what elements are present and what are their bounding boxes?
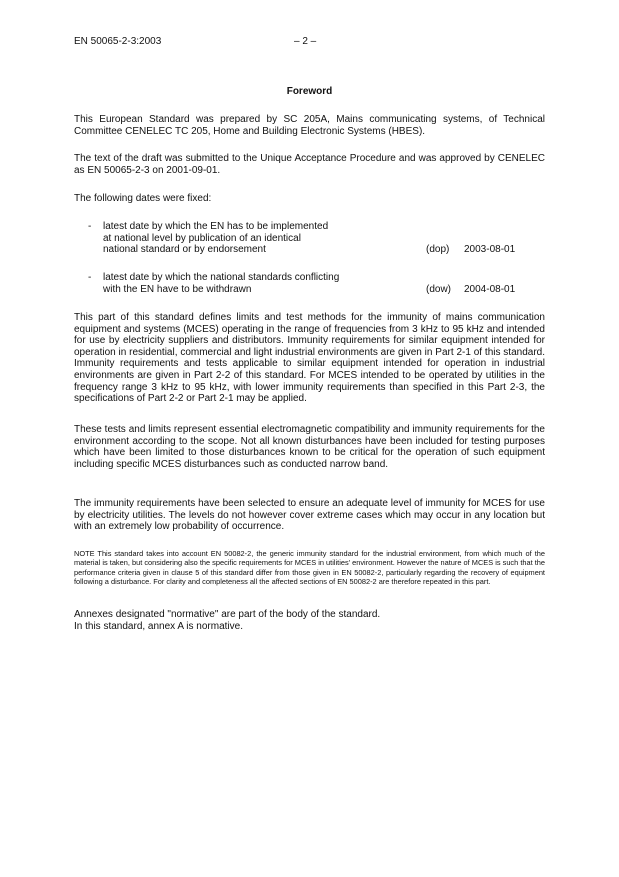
date-item-dop <box>88 221 548 257</box>
note-block: NOTE This standard takes into account EN 50082-2, the generic immunity standard for the industrial environment, from which much of the material is taken, but considering also the specific requirements for MCES in utilities' environment. However the nature of MCES is such that the performance criteria given in clause 5 of this standard differ from those given in EN 50082-2, particularly regarding the recovery of equipment following a disturbance. For clarity and completeness all the affected sections of EN 50082-2 are therefore repeated in this part. <box>74 549 545 587</box>
date-item-text <box>103 272 423 295</box>
date-value: 2004-08-01 <box>464 283 516 295</box>
date-abbreviation: (dow) <box>426 283 452 295</box>
date-value: 2003-08-01 <box>464 244 516 256</box>
date-item-line: latest date by which the EN has to be implemented <box>103 221 329 232</box>
annex-line: In this standard, annex A is normative. <box>74 620 243 632</box>
section-title: Foreword <box>286 86 333 97</box>
date-item-text <box>103 221 423 256</box>
annex-line: Annexes designated "normative" are part of the body of the standard. <box>74 609 381 620</box>
date-item-line: national standard or by endorsement <box>103 244 266 256</box>
date-item-dow <box>88 272 548 296</box>
paragraph-tests-limits: These tests and limits represent essential electromagnetic compatibility and immunity requirements for the environment according to the scope. Not all known disturbances have been included for testing purposes which have been limited to those disturbances known to be critical for the operation of such equipment including specific MCES disturbances such as conducted narrow band. <box>74 424 545 470</box>
date-item-line: latest date by which the national standards conflicting <box>103 272 340 283</box>
date-abbreviation: (dop) <box>426 244 450 256</box>
page-number: – 2 – <box>294 36 317 47</box>
paragraph-dates-intro: The following dates were fixed: <box>74 193 212 204</box>
paragraph-approval: The text of the draft was submitted to the Unique Acceptance Procedure and was approved by CENELEC as EN 50065-2-3 on 2001-09-01. <box>74 153 545 176</box>
paragraph-scope: This part of this standard defines limits and test methods for the immunity of mains communication equipment and systems (MCES) operating in the range of frequencies from 3 kHz to 95 kHz and intended for use by electricity suppliers and distributors. Immunity requirements for similar equipment intended for operation in residential, commercial and light industrial environments are given in Part 2-1 of this standard. Immunity requirements and tests applicable to similar equipment intended for operation in industrial environments are given in Part 2-2 of this standard. For MCES intended to be operated by utilities in the frequency range 3 kHz to 95 kHz, with lower immunity requirements than specified in this Part 2-3, the specifications of Part 2-2 or Part 2-1 may be applied. <box>74 312 545 405</box>
paragraph-annexes <box>74 609 545 632</box>
date-item-line: with the EN have to be withdrawn <box>103 283 252 295</box>
date-item-line: at national level by publication of an identical <box>103 232 301 244</box>
paragraph-prepared-by: This European Standard was prepared by SC 205A, Mains communicating systems, of Technical Committee CENELEC TC 205, Home and Building Electronic Systems (HBES). <box>74 114 545 137</box>
paragraph-immunity-requirements: The immunity requirements have been selected to ensure an adequate level of immunity for MCES for use by electricity utilities. The levels do not however cover extreme cases which may occur in any location but with an extremely low probability of occurrence. <box>74 498 545 533</box>
list-dash: - <box>88 272 92 283</box>
document-number: EN 50065-2-3:2003 <box>74 36 162 47</box>
list-dash: - <box>88 221 92 232</box>
